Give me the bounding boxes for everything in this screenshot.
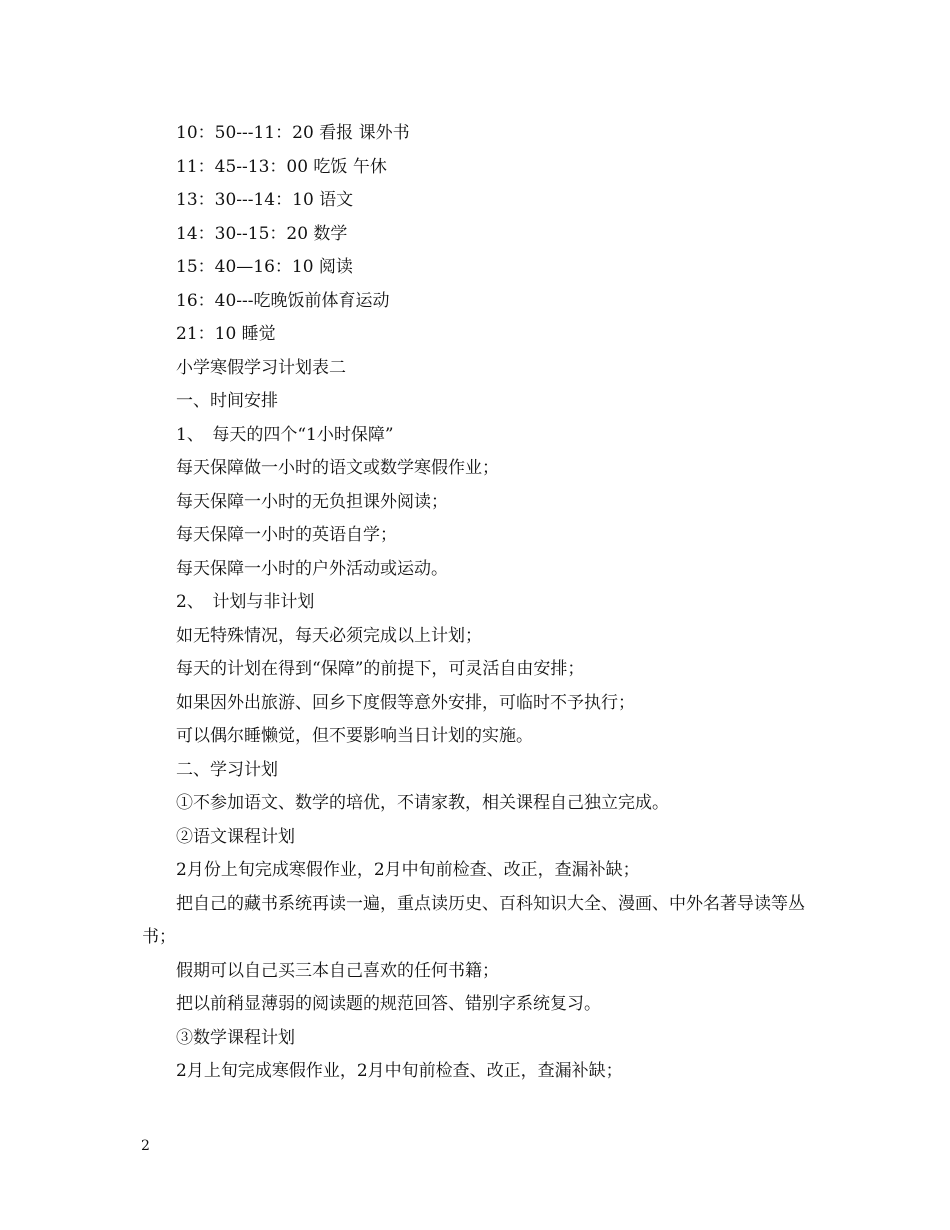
- paragraph-line: 每天保障一小时的户外活动或运动。: [176, 558, 448, 579]
- paragraph-line: 如果因外出旅游、回乡下度假等意外安排，可临时不予执行；: [176, 692, 635, 713]
- paragraph-line: 把以前稍显薄弱的阅读题的规范回答、错别字系统复习。: [176, 994, 601, 1014]
- subsection-heading: 2、 计划与非计划: [176, 592, 315, 612]
- paragraph-line: 2月份上旬完成寒假作业，2月中旬前检查、改正，查漏补缺；: [176, 860, 640, 880]
- subsection-heading: 1、 每天的四个“1小时保障”: [176, 424, 394, 445]
- paragraph-line: 每天保障做一小时的语文或数学寒假作业；: [176, 458, 499, 478]
- schedule-line: 14：30--15：20 数学: [176, 223, 348, 244]
- paragraph-line: 如无特殊情况，每天必须完成以上计划；: [176, 625, 482, 646]
- section-heading: 一、时间安排: [176, 391, 278, 411]
- section-title: 小学寒假学习计划表二: [176, 357, 346, 378]
- schedule-line: 16：40---吃晚饭前体育运动: [176, 290, 390, 311]
- paragraph-line: 可以偶尔睡懒觉，但不要影响当日计划的实施。: [176, 726, 533, 746]
- paragraph-line: 把自己的藏书系统再读一遍，重点读历史、百科知识大全、漫画、中外名著导读等丛书；: [142, 893, 805, 947]
- paragraph-line: ①不参加语文、数学的培优，不请家教，相关课程自己独立完成。: [176, 793, 669, 813]
- paragraph-line: 假期可以自己买三本自己喜欢的任何书籍；: [176, 960, 499, 981]
- schedule-line: 13：30---14：10 语文: [176, 190, 354, 210]
- document-body: [142, 117, 822, 1089]
- subsection-heading: ②语文课程计划: [176, 826, 295, 847]
- schedule-line: 10：50---11：20 看报 课外书: [176, 123, 410, 143]
- page-number: 2: [141, 1138, 150, 1154]
- schedule-line: 15：40—16：10 阅读: [176, 257, 353, 277]
- paragraph-line: 每天保障一小时的英语自学；: [176, 525, 397, 545]
- schedule-line: 11：45--13：00 吃饭 午休: [176, 156, 387, 177]
- paragraph-line: 每天的计划在得到“保障”的前提下，可灵活自由安排；: [176, 659, 585, 679]
- paragraph-line: 2月上旬完成寒假作业，2月中旬前检查、改正，查漏补缺；: [176, 1061, 623, 1081]
- section-heading: 二、学习计划: [176, 759, 278, 780]
- schedule-line: 21：10 睡觉: [176, 324, 276, 344]
- paragraph-line: 每天保障一小时的无负担课外阅读；: [176, 491, 448, 512]
- subsection-heading: ③数学课程计划: [176, 1027, 295, 1048]
